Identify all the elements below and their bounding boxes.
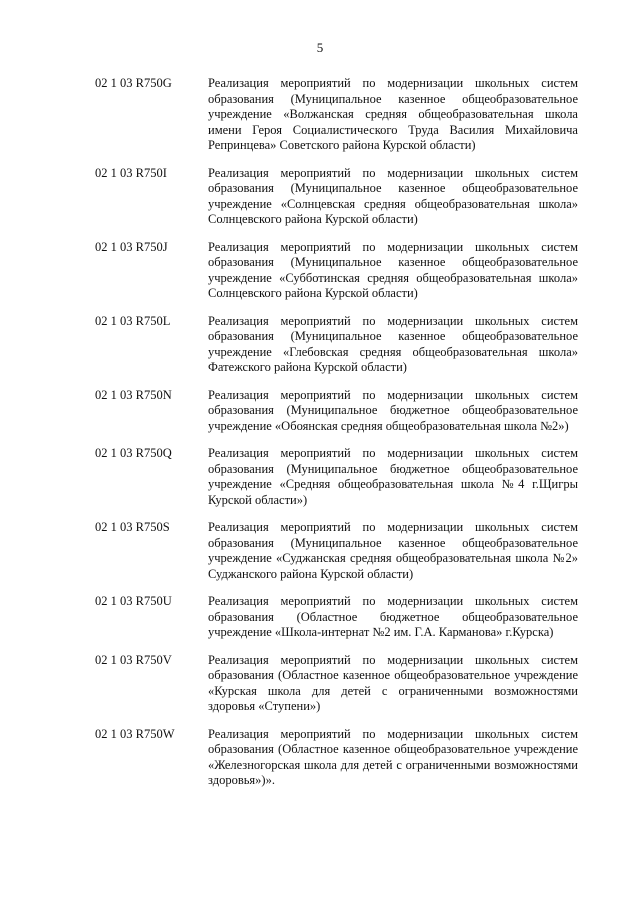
- budget-code: 02 1 03 R750U: [95, 594, 172, 608]
- list-item: [0, 520, 640, 582]
- budget-code-description: Реализация мероприятий по модернизации школьных систем образования (Областное бюджетное общеобразовательное учреждение «Школа-интернат №2 им. Г.А. Карманова» г.Курска): [208, 594, 578, 639]
- list-item: [0, 594, 640, 641]
- list-item: [0, 76, 640, 154]
- budget-code: 02 1 03 R750S: [95, 520, 170, 534]
- budget-code-description: Реализация мероприятий по модернизации школьных систем образования (Муниципальное казенное общеобразовательное учреждение «Волжанская средняя общеобразовательная школа имени Героя Социалистического Труда Василия Михайловича Репринцева» Советского района Курской области): [208, 76, 578, 152]
- budget-code: 02 1 03 R750L: [95, 313, 171, 328]
- budget-code: 02 1 03 R750J: [95, 239, 168, 254]
- list-item: [0, 166, 640, 228]
- budget-code-description: Реализация мероприятий по модернизации школьных систем образования (Областное казенное общеобразовательное учреждение «Железногорская школа для детей с ограниченными возможностями здоровья»)».: [208, 726, 578, 787]
- budget-code-description: Реализация мероприятий по модернизации школьных систем образования (Муниципальное бюджетное общеобразовательное учреждение «Обоянская средняя общеобразовательная школа №2»): [208, 387, 578, 433]
- list-item: [0, 727, 640, 789]
- list-item: [0, 314, 640, 376]
- list-item: [0, 240, 640, 302]
- budget-code-description: Реализация мероприятий по модернизации школьных систем образования (Муниципальное казенное общеобразовательное учреждение «Солнцевская средняя общеобразовательная школа» Солнцевского района Курской области): [208, 165, 578, 226]
- list-item: [0, 388, 640, 435]
- budget-code: 02 1 03 R750N: [95, 387, 172, 402]
- list-item: [0, 446, 640, 508]
- budget-code: 02 1 03 R750W: [95, 726, 175, 741]
- budget-code-description: Реализация мероприятий по модернизации школьных систем образования (Муниципальное казенное общеобразовательное учреждение «Суджанская средняя общеобразовательная школа №2» Суджанского района Курской области): [208, 520, 578, 581]
- budget-code-description: Реализация мероприятий по модернизации школьных систем образования (Муниципальное казенное общеобразовательное учреждение «Глебовская средняя общеобразовательная школа» Фатежского района Курской области): [208, 313, 578, 374]
- budget-code: 02 1 03 R750I: [95, 165, 167, 180]
- budget-code-description: Реализация мероприятий по модернизации школьных систем образования (Муниципальное казенное общеобразовательное учреждение «Субботинская средняя общеобразовательная школа» Солнцевского района Курской области): [208, 239, 578, 300]
- budget-code: 02 1 03 R750V: [95, 652, 172, 667]
- page-number: 5: [316, 40, 324, 55]
- budget-code-description: Реализация мероприятий по модернизации школьных систем образования (Областное казенное общеобразовательное учреждение «Курская школа для детей с ограниченными возможностями здоровья «Ступени»): [208, 652, 578, 713]
- list-item: [0, 653, 640, 715]
- budget-code: 02 1 03 R750Q: [95, 446, 172, 460]
- budget-code-list: [0, 76, 640, 801]
- budget-code-description: Реализация мероприятий по модернизации школьных систем образования (Муниципальное бюджетное общеобразовательное учреждение «Средняя общеобразовательная школа №4 г.Щигры Курской области»): [208, 446, 578, 507]
- budget-code: 02 1 03 R750G: [95, 76, 172, 90]
